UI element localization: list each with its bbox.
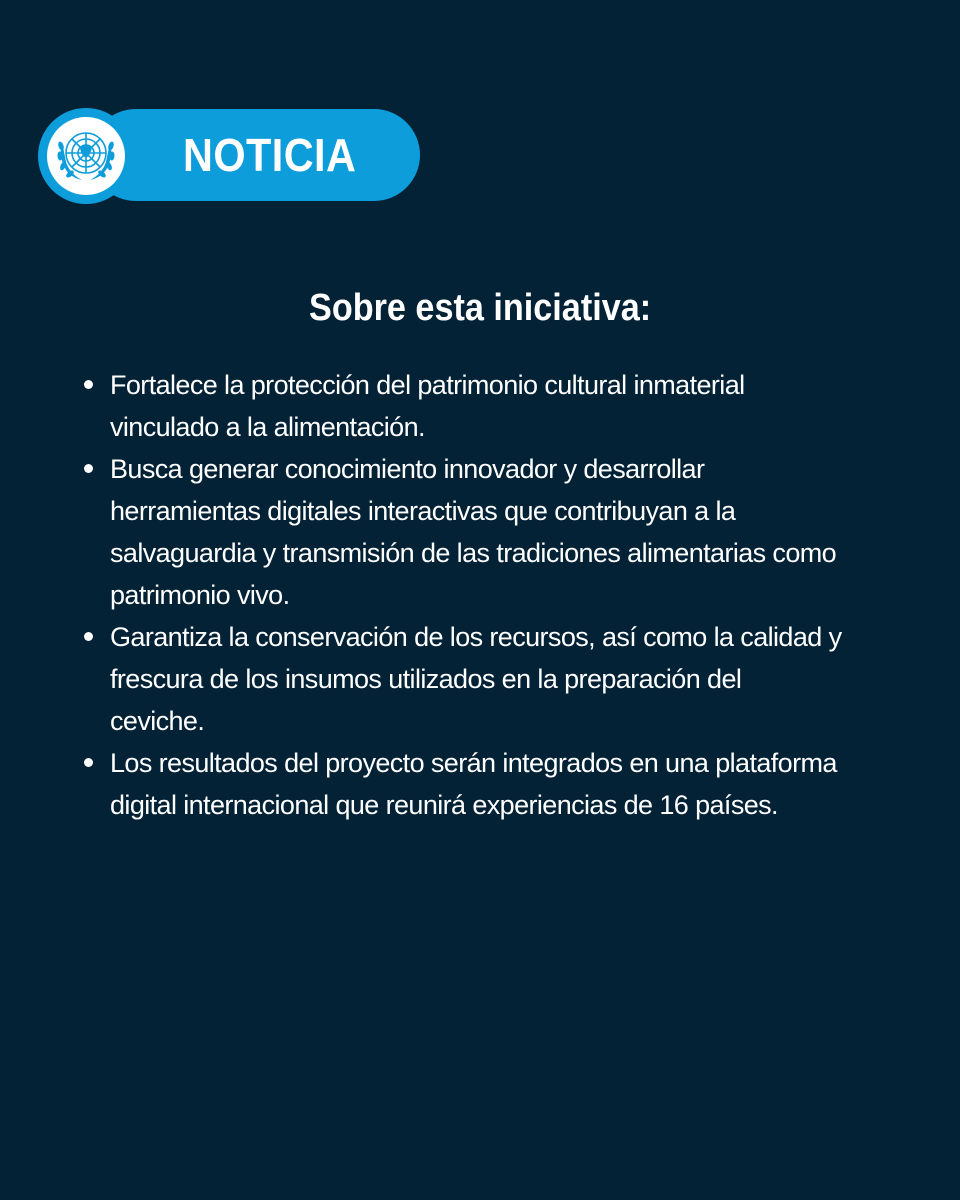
initiative-bullet-list [110,364,930,826]
bullet-dot-icon [84,464,93,473]
list-item [110,742,930,826]
un-emblem-icon [47,117,125,195]
list-item [110,616,930,742]
badge-emblem-circle [38,108,134,204]
section-heading-text: Sobre esta iniciativa: [308,287,652,329]
bullet-dot-icon [84,758,93,767]
list-item [110,364,930,448]
news-badge [38,108,422,204]
badge-label: NOTICIA [183,129,357,181]
section-heading [0,282,960,334]
bullet-dot-icon [84,380,93,389]
list-item-text: Los resultados del proyecto serán integrados en una plataforma digital internacional que reunirá experiencias de 16 países. [110,748,837,820]
list-item [110,448,930,616]
list-item-text: Busca generar conocimiento innovador y desarrollar herramientas digitales interactivas que contribuyan a la salvaguardia y transmisión de las tradiciones alimentarias como patrimonio vivo. [110,454,837,610]
un-emblem-svg [50,120,122,192]
list-item-text: Garantiza la conservación de los recursos, así como la calidad y frescura de los insumos utilizados en la preparación del ceviche. [110,622,842,736]
list-item-text: Fortalece la protección del patrimonio cultural inmaterial vinculado a la alimentación. [110,370,745,442]
bullet-dot-icon [84,632,93,641]
